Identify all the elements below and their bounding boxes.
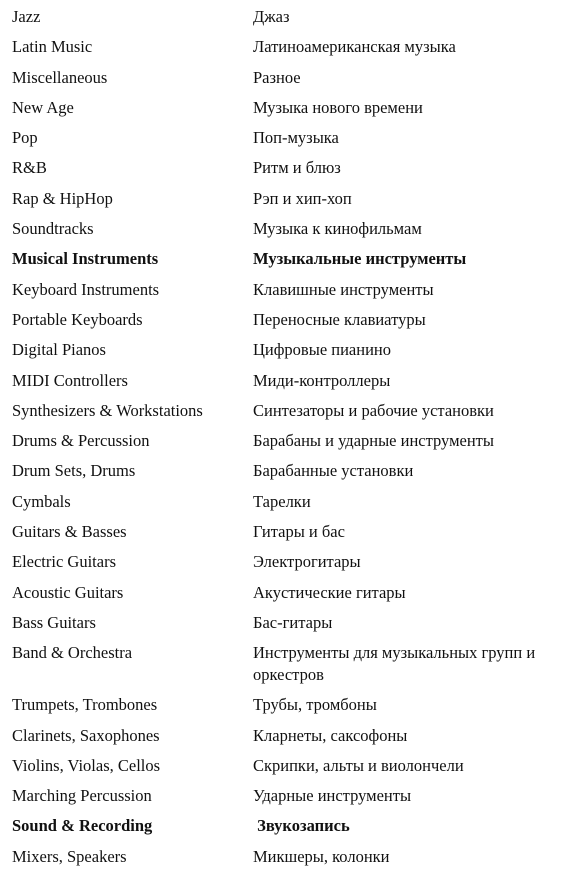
term-english: Latin Music bbox=[12, 37, 93, 57]
term-english: Electric Guitars bbox=[12, 552, 116, 572]
glossary-row bbox=[0, 36, 573, 66]
term-english: R&B bbox=[12, 158, 47, 178]
term-russian: Переносные клавиатуры bbox=[253, 309, 426, 329]
glossary-row bbox=[0, 400, 573, 430]
term-russian: Барабанные установки bbox=[253, 461, 414, 481]
section-heading-row bbox=[0, 248, 573, 278]
term-russian: Латиноамериканская музыка bbox=[253, 37, 456, 57]
term-russian: Музыка к кинофильмам bbox=[253, 219, 422, 239]
glossary-row bbox=[0, 785, 573, 815]
term-english: Violins, Violas, Cellos bbox=[12, 755, 161, 775]
term-english: Cymbals bbox=[12, 491, 71, 511]
term-english: Jazz bbox=[12, 7, 41, 26]
term-russian: Ударные инструменты bbox=[253, 786, 412, 806]
term-russian: Джаз bbox=[253, 7, 290, 26]
term-russian: Электрогитары bbox=[253, 552, 361, 572]
term-russian: Клавишные инструменты bbox=[253, 279, 434, 299]
glossary-row bbox=[0, 430, 573, 460]
glossary-row bbox=[0, 6, 573, 36]
glossary-row bbox=[0, 339, 573, 369]
term-english: Bass Guitars bbox=[12, 612, 96, 632]
term-russian: Кларнеты, саксофоны bbox=[253, 725, 408, 745]
term-russian: Гитары и бас bbox=[253, 522, 345, 542]
glossary-row bbox=[0, 188, 573, 218]
term-english: New Age bbox=[12, 97, 74, 117]
term-english: Synthesizers & Workstations bbox=[12, 400, 203, 420]
term-english: Band & Orchestra bbox=[12, 643, 133, 663]
term-russian: Синтезаторы и рабочие установки bbox=[253, 400, 494, 420]
term-english: MIDI Controllers bbox=[12, 370, 128, 390]
term-english: Guitars & Basses bbox=[12, 522, 127, 542]
term-russian: Микшеры, колонки bbox=[253, 846, 390, 866]
term-russian: Поп-музыка bbox=[253, 128, 339, 148]
section-heading-english: Musical Instruments bbox=[12, 249, 159, 269]
term-english: Mixers, Speakers bbox=[12, 846, 127, 866]
section-heading-row bbox=[0, 815, 573, 845]
term-russian: Ритм и блюз bbox=[253, 158, 341, 178]
term-english: Keyboard Instruments bbox=[12, 279, 160, 299]
glossary-row bbox=[0, 521, 573, 551]
term-russian: Барабаны и ударные инструменты bbox=[253, 431, 494, 451]
term-english: Portable Keyboards bbox=[12, 309, 143, 329]
glossary-row bbox=[0, 67, 573, 97]
glossary-row bbox=[0, 491, 573, 521]
term-russian: Миди-контроллеры bbox=[253, 370, 391, 390]
glossary-row bbox=[0, 755, 573, 785]
glossary-row bbox=[0, 725, 573, 755]
glossary-row bbox=[0, 218, 573, 248]
glossary-row bbox=[0, 460, 573, 490]
glossary-row bbox=[0, 309, 573, 339]
term-english: Drums & Percussion bbox=[12, 431, 150, 451]
glossary-row bbox=[0, 157, 573, 187]
glossary-row bbox=[0, 642, 573, 694]
glossary-row bbox=[0, 694, 573, 724]
glossary-row bbox=[0, 582, 573, 612]
term-english: Trumpets, Trombones bbox=[12, 695, 158, 715]
glossary-row bbox=[0, 370, 573, 400]
glossary-row bbox=[0, 127, 573, 157]
term-russian: Тарелки bbox=[253, 491, 311, 511]
term-english: Marching Percussion bbox=[12, 786, 152, 806]
term-english: Miscellaneous bbox=[12, 67, 108, 87]
term-russian: Инструменты для музыкальных групп и оркестров bbox=[253, 643, 536, 685]
section-heading-russian: Музыкальные инструменты bbox=[253, 249, 467, 269]
glossary-row bbox=[0, 97, 573, 127]
glossary-row bbox=[0, 846, 573, 876]
term-russian: Разное bbox=[253, 67, 301, 87]
term-russian: Рэп и хип-хоп bbox=[253, 188, 352, 208]
term-english: Clarinets, Saxophones bbox=[12, 725, 160, 745]
term-english: Pop bbox=[12, 128, 38, 148]
term-english: Acoustic Guitars bbox=[12, 582, 124, 602]
term-english: Digital Pianos bbox=[12, 340, 106, 360]
section-heading-english: Sound & Recording bbox=[12, 816, 153, 836]
glossary-row bbox=[0, 551, 573, 581]
term-english: Soundtracks bbox=[12, 219, 94, 239]
term-russian: Цифровые пианино bbox=[253, 340, 391, 360]
term-russian: Скрипки, альты и виолончели bbox=[253, 755, 464, 775]
section-heading-russian: Звукозапись bbox=[253, 816, 350, 836]
term-russian: Трубы, тромбоны bbox=[253, 695, 377, 715]
glossary-row bbox=[0, 612, 573, 642]
term-english: Drum Sets, Drums bbox=[12, 461, 136, 481]
term-english: Rap & HipHop bbox=[12, 188, 113, 208]
glossary-row bbox=[0, 279, 573, 309]
term-russian: Бас-гитары bbox=[253, 612, 333, 632]
term-russian: Музыка нового времени bbox=[253, 97, 423, 117]
term-russian: Акустические гитары bbox=[253, 582, 406, 602]
